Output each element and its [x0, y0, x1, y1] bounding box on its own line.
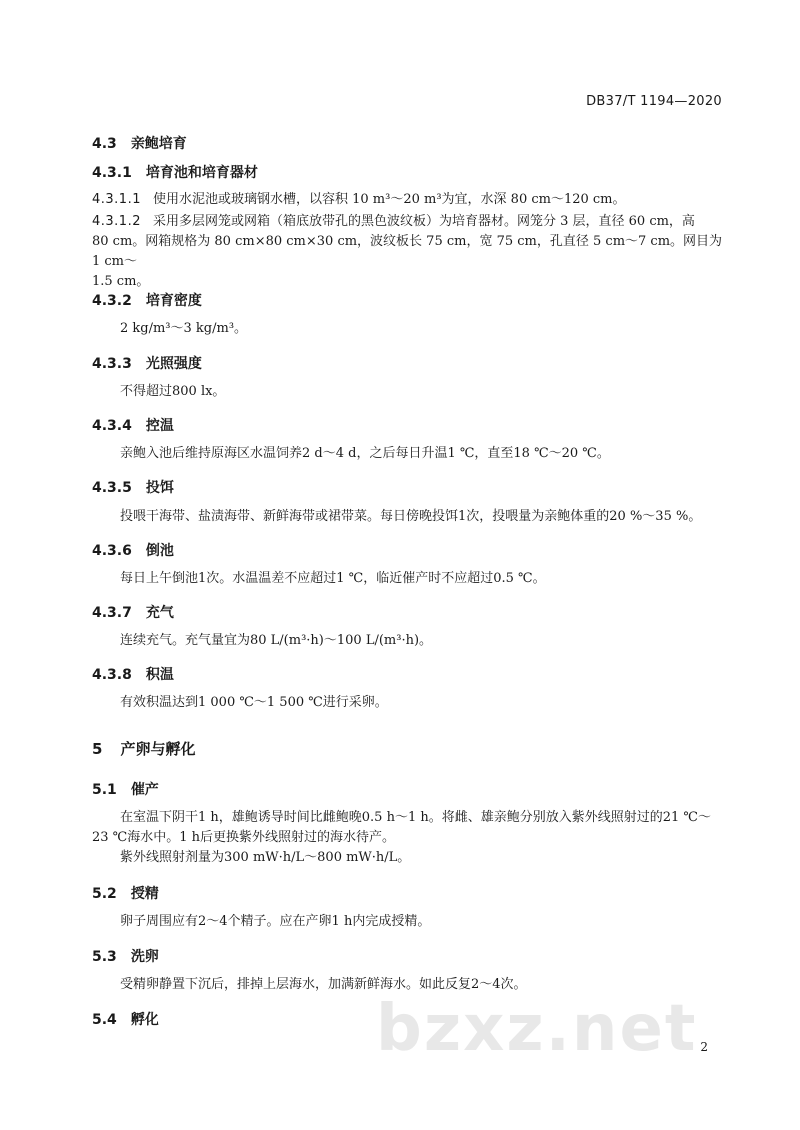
- heading-4-3-1: [92, 162, 258, 182]
- section-title: 培育池和培育器材: [145, 165, 258, 181]
- section-title: 充气: [145, 605, 174, 621]
- section-number: 4.3.4: [92, 418, 132, 434]
- section-title: 产卵与孵化: [120, 740, 196, 758]
- section-title: 孵化: [130, 1012, 159, 1028]
- section-title: 催产: [130, 782, 159, 798]
- section-number: 4.3.3: [92, 356, 132, 372]
- heading-5-2: [92, 883, 159, 903]
- paragraph-4-3-3: 不得超过800 lx。: [120, 384, 226, 399]
- section-title: 倒池: [145, 543, 174, 559]
- paragraph-line-1: 在室温下阴干1 h，雄鲍诱导时间比雌鲍晚0.5 h～1 h。将雌、雄亲鲍分别放入紫外线照射过的21 ℃～: [120, 810, 711, 825]
- heading-5-4: [92, 1009, 159, 1029]
- paragraph-line-2: 23 ℃海水中。1 h后更换紫外线照射过的海水待产。: [92, 830, 395, 845]
- clause-number: 4.3.1.1: [92, 192, 141, 207]
- clause-4-3-1-1: [92, 190, 732, 210]
- section-title: 控温: [145, 418, 174, 434]
- section-title: 积温: [145, 667, 174, 683]
- heading-5-1: [92, 779, 159, 799]
- clause-text: 使用水泥池或玻璃钢水槽，以容积 10 m³～20 m³为宜，水深 80 cm～120 cm。: [152, 192, 626, 207]
- page-number: 2: [700, 1040, 708, 1054]
- clause-text-line-1: 采用多层网笼或网箱（箱底放带孔的黑色波纹板）为培育器材。网笼分 3 层，直径 60 cm，高: [152, 214, 695, 229]
- watermark: bzxz.net: [376, 992, 698, 1066]
- clause-text-line-3: 1.5 cm。: [92, 274, 150, 289]
- paragraph-5-2: 卵子周围应有2～4个精子。应在产卵1 h内完成授精。: [120, 914, 431, 929]
- section-number: 4.3.6: [92, 543, 132, 559]
- section-title: 授精: [130, 886, 159, 902]
- paragraph-4-3-8: 有效积温达到1 000 ℃～1 500 ℃进行采卵。: [120, 695, 388, 710]
- paragraph-4-3-4: 亲鲍入池后维持原海区水温饲养2 d～4 d，之后每日升温1 ℃，直至18 ℃～20 ℃。: [120, 446, 610, 461]
- section-title: 培育密度: [145, 293, 202, 309]
- paragraph-4-3-6: 每日上午倒池1次。水温温差不应超过1 ℃，临近催产时不应超过0.5 ℃。: [120, 571, 546, 586]
- heading-4-3-4: [92, 415, 174, 435]
- paragraph-line-3: 紫外线照射剂量为300 mW·h/L～800 mW·h/L。: [120, 850, 411, 865]
- heading-4-3-3: [92, 353, 202, 373]
- paragraph-5-3: 受精卵静置下沉后，排掉上层海水，加满新鲜海水。如此反复2～4次。: [120, 977, 527, 992]
- heading-4-3-2: [92, 290, 202, 310]
- clause-4-3-1-2: [92, 212, 732, 292]
- heading-5-3: [92, 946, 159, 966]
- section-title: 亲鲍培育: [130, 136, 187, 152]
- section-number: 5.4: [92, 1012, 117, 1028]
- section-number: 5.3: [92, 949, 117, 965]
- section-number: 4.3.8: [92, 667, 132, 683]
- paragraph-5-1: [92, 808, 732, 868]
- clause-text-line-2: 80 cm。网箱规格为 80 cm×80 cm×30 cm，波纹板长 75 cm，宽 75 cm，孔直径 5 cm～7 cm。网目为 1 cm～: [92, 234, 723, 269]
- standard-code: DB37/T 1194—2020: [586, 94, 722, 109]
- section-number: 4.3.2: [92, 293, 132, 309]
- heading-4-3-5: [92, 477, 174, 497]
- paragraph-4-3-7: 连续充气。充气量宜为80 L/(m³·h)～100 L/(m³·h)。: [120, 633, 433, 648]
- paragraph-4-3-2: 2 kg/m³～3 kg/m³。: [120, 321, 248, 336]
- section-number: 5: [92, 740, 103, 758]
- section-title: 投饵: [145, 480, 174, 496]
- section-title: 洗卵: [130, 949, 159, 965]
- section-title: 光照强度: [145, 356, 202, 372]
- heading-4-3: [92, 133, 187, 153]
- section-number: 4.3.5: [92, 480, 132, 496]
- heading-4-3-8: [92, 664, 174, 684]
- section-number: 5.2: [92, 886, 117, 902]
- paragraph-4-3-5: 投喂干海带、盐渍海带、新鲜海带或裙带菜。每日傍晚投饵1次，投喂量为亲鲍体重的20 %～35 %。: [120, 509, 702, 524]
- heading-4-3-7: [92, 602, 174, 622]
- section-number: 4.3: [92, 136, 117, 152]
- section-number: 4.3.7: [92, 605, 132, 621]
- clause-number: 4.3.1.2: [92, 214, 141, 229]
- heading-5: [92, 738, 195, 759]
- heading-4-3-6: [92, 540, 174, 560]
- section-number: 4.3.1: [92, 165, 132, 181]
- section-number: 5.1: [92, 782, 117, 798]
